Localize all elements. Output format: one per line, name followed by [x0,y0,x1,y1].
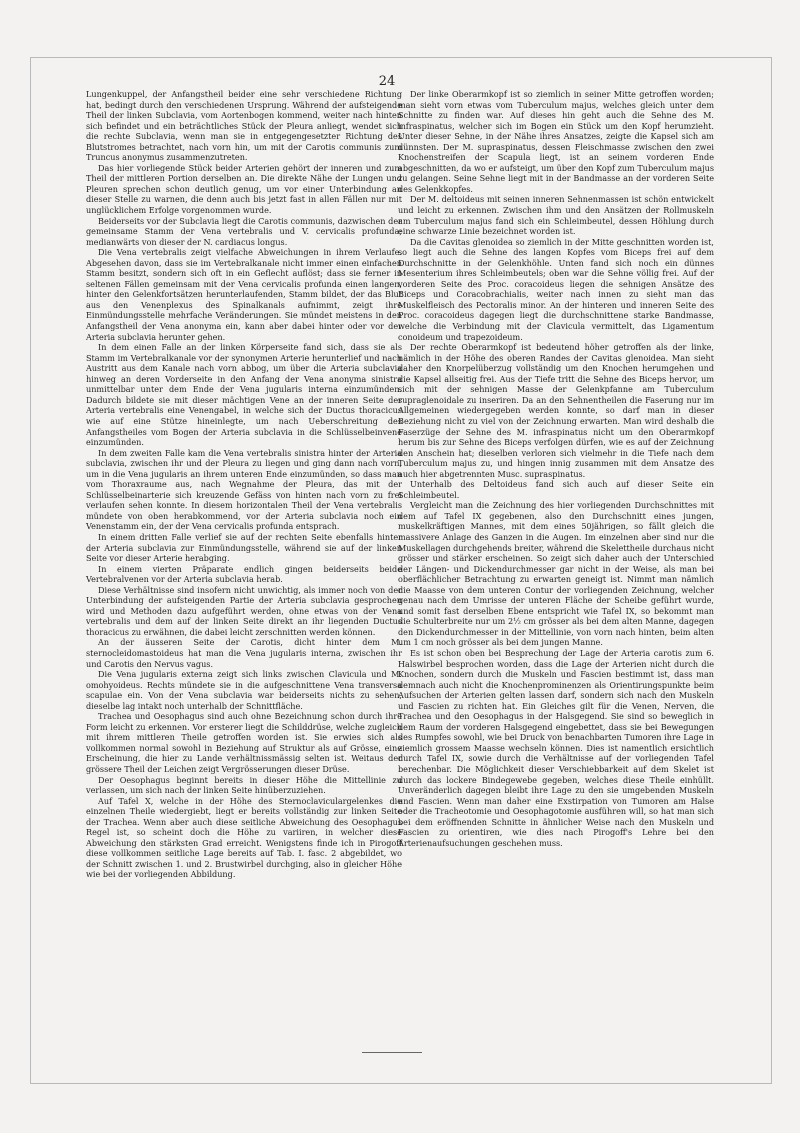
paragraph: In einem dritten Falle verlief sie auf der rechten Seite ebenfalls hinter der Arteria subclavia zur Einmündungsstelle, während sie auf der linken Seite vor dieser Arterie herabging. [86,531,402,564]
paragraph: In dem einen Falle an der linken Körperseite fand sich, dass sie als Stamm im Vertebralkanale vor der synonymen Arterie herunterlief und nach Austritt aus dem Kanale nach vorn abbog, um über die Arteria subclavia hinweg an deren Vorderseite in den Anfang der Vena anonyma sinistra unmittelbar unter dem Ende der Vena jugularis interna einzumünden. Dadurch bildete sie mit dieser mächtigen Vene an der inneren Seite der Arteria vertebralis eine Venengabel, in welche sich der Ductus thoracicus wie auf eine Stütze hineinlegte, um nach Ueberschreitung des Anfangstheiles vom Bogen der Arteria subclavia in die Schlüsselbeinvene einzumünden. [86,342,402,448]
paragraph: Der Oesophagus beginnt bereits in dieser Höhe die Mittellinie zu verlassen, um sich nach der linken Seite hinüberzuziehen. [86,774,402,796]
paragraph: Der linke Oberarmkopf ist so ziemlich in seiner Mitte getroffen worden; man sieht vorn etwas vom Tuberculum majus, welches gleich unter dem Schnitte zu finden war. Auf dieses hin geht auch die Sehne des M. infraspinatus, welcher sich im Bogen ein Stück um den Kopf herumzieht. Unter dieser Sehne, in der Nähe ihres Ansatzes, zeigte die Kapsel sich am dünnsten. Der M. supraspinatus, dessen Fleischmasse zwischen den zwei Knochenstreifen der Scapula liegt, ist an seinem vorderen Ende abgeschnitten, da wo er aufsteigt, um über den Kopf zum Tuberculum majus zu gelangen. Seine Sehne liegt mit in der Bandmasse an der vorderen Seite des Gelenkkopfes. [398,89,714,194]
paragraph: Die Vena jugularis externa zeigt sich links zwischen Clavicula und M. omohyoideus. Rechts mündete sie in die aufgeschnittene Vena transversa scapulae ein. Von der Vena subclavia war beiderseits nichts zu sehen, dieselbe lag intakt noch unterhalb der Schnittfläche. [86,669,402,711]
paragraph: In dem zweiten Falle kam die Vena vertebralis sinistra hinter der Arteria subclavia, zwischen ihr und der Pleura zu liegen und ging dann nach vorn, um in die Vena jugularis an ihrem unteren Ende einzumünden, so dass man vom Thoraxraume aus, nach Wegnahme der Pleura, das mit der Schlüsselbeinarterie sich kreuzende Gefäss von hinten nach vorn zu frei verlaufen sehen konnte. In diesem horizontalen Theil der Vena vertebralis mündete von oben herabkommend, vor der Arteria subclavia noch ein Venenstamm ein, der der Vena cervicalis profunda entsprach. [86,447,402,532]
paragraph: Vergleicht man die Zeichnung des hier vorliegenden Durchschnittes mit dem auf Tafel IX gegebenen, also den Durchschnitt eines jungen, muskelkräftigen Mannes, mit dem eines 50jährigen, so fällt gleich die massivere Anlage des Ganzen in die Augen. Im einzelnen aber sind nur die Muskellagen durchgehends breiter, während die Skelettheile durchaus nicht grösser und stärker erscheinen. So zeigt sich daher auch der Unterschied der Längen- und Dickendurchmesser gar nicht in der Weise, als man bei oberflächlicher Betrachtung zu erwarten geneigt ist. Nimmt man nämlich die Maasse von dem unteren Contur der vorliegenden Zeichnung, welcher genau nach dem Umrisse der unteren Fläche der Scheibe geführt wurde, und somit fast derselben Ebene entspricht wie Tafel IX, so bekommt man die Schulterbreite nur um 2½ cm grösser als bei dem alten Manne, dagegen den Dickendurchmesser in der Mittellinie, von vorn nach hinten, beim alten um 1 cm noch grösser als bei dem jungen Manne. [398,500,714,648]
left-column [86,89,402,880]
paragraph: Die Vena vertebralis zeigt vielfache Abweichungen in ihrem Verlaufe. Abgesehen davon, dass sie im Vertebralkanale nicht immer einen einfachen Stamm besitzt, sondern sich oft in ein Geflecht auflöst; dass sie ferner in seltenen Fällen gemeinsam mit der Vena cervicalis profunda einen langen, hinter den Gelenkfortsätzen herunterlaufenden, Stamm bildet, der das Blut aus den Venenplexus des Spinalkanals aufnimmt, zeigt ihre Einmündungsstelle mehrfache Veränderungen. Sie mündet meistens in den Anfangstheil der Vena anonyma ein, kann aber dabei hinter oder vor der Arteria subclavia herunter gehen. [86,247,402,342]
paragraph: An der äusseren Seite der Carotis, dicht hinter dem M. sternocleidomastoideus hat man die Vena jugularis interna, zwischen ihr und Carotis den Nervus vagus. [86,637,402,669]
paragraph: In einem vierten Präparate endlich gingen beiderseits beide Vertebralvenen vor der Arteria subclavia herab. [86,563,402,585]
paragraph: Es ist schon oben bei Besprechung der Lage der Arteria carotis zum 6. Halswirbel besprochen worden, dass die Lage der Arterien nicht durch die Knochen, sondern durch die Muskeln und Fascien bestimmt ist, dass man demnach auch nicht die Knochenprominenzen als Orientirungspunkte beim Aufsuchen der Arterien gelten lassen darf, sondern sich nach den Muskeln und Fascien zu richten hat. Ein Gleiches gilt für die Venen, Nerven, die Trachea und den Oesophagus in der Halsgegend. Sie sind so beweglich in dem Raum der vorderen Halsgegend eingebettet, dass sie bei Bewegungen des Rumpfes sowohl, wie bei Druck von benachbarten Tumoren ihre Lage in ziemlich grossem Maasse wechseln können. Dies ist namentlich ersichtlich durch Tafel IX, sowie durch die Verhältnisse auf der vorliegenden Tafel berechenbar. Die Möglichkeit dieser Verschiebbarkeit auf dem Skelet ist durch das lockere Bindegewebe gegeben, welches diese Theile einhüllt. Unveränderlich dagegen bleibt ihre Lage zu den sie umgebenden Muskeln und Fascien. Wenn man daher eine Exstirpation von Tumoren am Halse oder die Tracheotomie und Oesophagotomie ausführen will, so hat man sich bei dem eröffnenden Schnitte in ähnlicher Weise nach den Muskeln und Fascien zu orientiren, wie dies nach Pirogoff's Lehre bei den Arterienaufsuchungen geschehen muss. [398,647,714,848]
paragraph: Unterhalb des Deltoideus fand sich auch auf dieser Seite ein Schleimbeutel. [398,479,714,500]
paragraph: Da die Cavitas glenoidea so ziemlich in der Mitte geschnitten worden ist, so liegt auch die Sehne des langen Kopfes vom Biceps frei auf dem Durchschnitte in der Gelenkhöhle. Unten fand sich noch ein dünnes Mesenterium ihres Schleimbeutels; oben war die Sehne völlig frei. Auf der vorderen Seite des Proc. coracoideus liegen die sehnigen Ansätze des Biceps und Coracobrachialis, weiter nach innen zu sieht man das Muskelfleisch des Pectoralis minor. An der hinteren und inneren Seite des Proc. coracoideus dagegen liegt die durchschnittene starke Bandmasse, welche die Verbindung mit der Clavicula vermittelt, das Ligamentum conoideum und trapezoideum. [398,236,714,342]
paragraph: Diese Verhältnisse sind insofern nicht unwichtig, als immer noch von der Unterbindung der aufsteigenden Partie der Arteria subclavia gesprochen wird und Methoden dazu aufgeführt werden, ohne etwas von der Vena vertebralis und dem auf der linken Seite direkt an ihr liegenden Ductus thoracicus zu erwähnen, die dabei leicht zerschnitten werden können. [86,584,402,637]
page-number: 24 [378,74,396,89]
paragraph: Der rechte Oberarmkopf ist bedeutend höher getroffen als der linke, nämlich in der Höhe des oberen Randes der Cavitas glenoidea. Man sieht daher den Knorpelüberzug vollständig um den Knochen herumgehen und die Kapsel allseitig frei. Aus der Tiefe tritt die Sehne des Biceps hervor, um sich mit der sehnigen Masse der Gelenkpfanne am Tuberculum supraglenoidale zu inseriren. Da an den Sehnentheilen die Faserung nur im Allgemeinen wiedergegeben werden konnte, so darf man in dieser Beziehung nicht zu viel von der Zeichnung erwarten. Man wird deshalb die Faserzüge der Sehne des M. infraspinatus nicht um den Oberarmkopf herum bis zur Sehne des Biceps verfolgen dürfen, wie es auf der Zeichnung den Anschein hat; dieselben verloren sich vielmehr in die Tiefe nach dem Tuberculum majus zu, und hingen innig zusammen mit dem Ansatze des auch hier abgetrennten Musc. supraspinatus. [398,342,714,479]
paragraph: Beiderseits vor der Subclavia liegt die Carotis communis, dazwischen der gemeinsame Stamm der Vena vertebralis und V. cervicalis profunda; medianwärts von dieser der N. cardiacus longus. [86,215,402,247]
paragraph: Das hier vorliegende Stück beider Arterien gehört der inneren und zum Theil der mittleren Portion derselben an. Die direkte Nähe der Lungen und Pleuren sprechen schon deutlich genug, um vor einer Unterbindung an dieser Stelle zu warnen, die denn auch bis jetzt fast in allen Fällen nur mit unglücklichem Erfolge vorgenommen wurde. [86,162,402,216]
closing-rule [362,1052,422,1053]
paragraph: Auf Tafel X, welche in der Höhe des Sternoclaviculargelenkes die einzelnen Theile wiedergiebt, liegt er bereits vollständig zur linken Seite der Trachea. Wenn aber auch diese seitliche Abweichung des Oesophagus Regel ist, so scheint doch die Höhe zu variiren, in welcher diese Abweichung den stärksten Grad erreicht. Wenigstens finde ich in Pirogoff diese vollkommen seitliche Lage bereits auf Tab. I. fasc. 2 abgebildet, wo der Schnitt zwischen 1. und 2. Brustwirbel durchging, also in gleicher Höhe wie bei der vorliegenden Abbildung. [86,795,402,880]
paragraph: Trachea und Oesophagus sind auch ohne Bezeichnung schon durch ihre Form leicht zu erkennen. Vor ersterer liegt die Schilddrüse, welche zugleich mit ihrem mittleren Theile getroffen worden ist. Sie erwies sich als vollkommen normal sowohl in Beziehung auf Struktur als auf Grösse, eine Erscheinung, die hier zu Lande verhältnissmässig selten ist. Weitaus der grössere Theil der Leichen zeigt Vergrösserungen dieser Drüse. [86,711,402,774]
right-column [398,89,714,848]
paragraph: Lungenkuppel, der Anfangstheil beider eine sehr verschiedene Richtung hat, bedingt durch den verschiedenen Ursprung. Während der aufsteigende Theil der linken Subclavia, vom Aortenbogen kommend, weiter nach hinten sich befindet und ein beträchtliches Stück der Pleura anliegt, wendet sich die rechte Subclavia, wenn man sie in entgegengesetzter Richtung des Blutstromes betrachtet, nach vorn hin, um mit der Carotis communis zum Truncus anonymus zusammenzutreten. [86,89,402,163]
paragraph: Der M. deltoideus mit seinen inneren Sehnenmassen ist schön entwickelt und leicht zu erkennen. Zwischen ihm und den Ansätzen der Rollmuskeln am Tuberculum majus fand sich ein Schleimbeutel, dessen Höhlung durch eine schwarze Linie bezeichnet worden ist. [398,194,714,237]
